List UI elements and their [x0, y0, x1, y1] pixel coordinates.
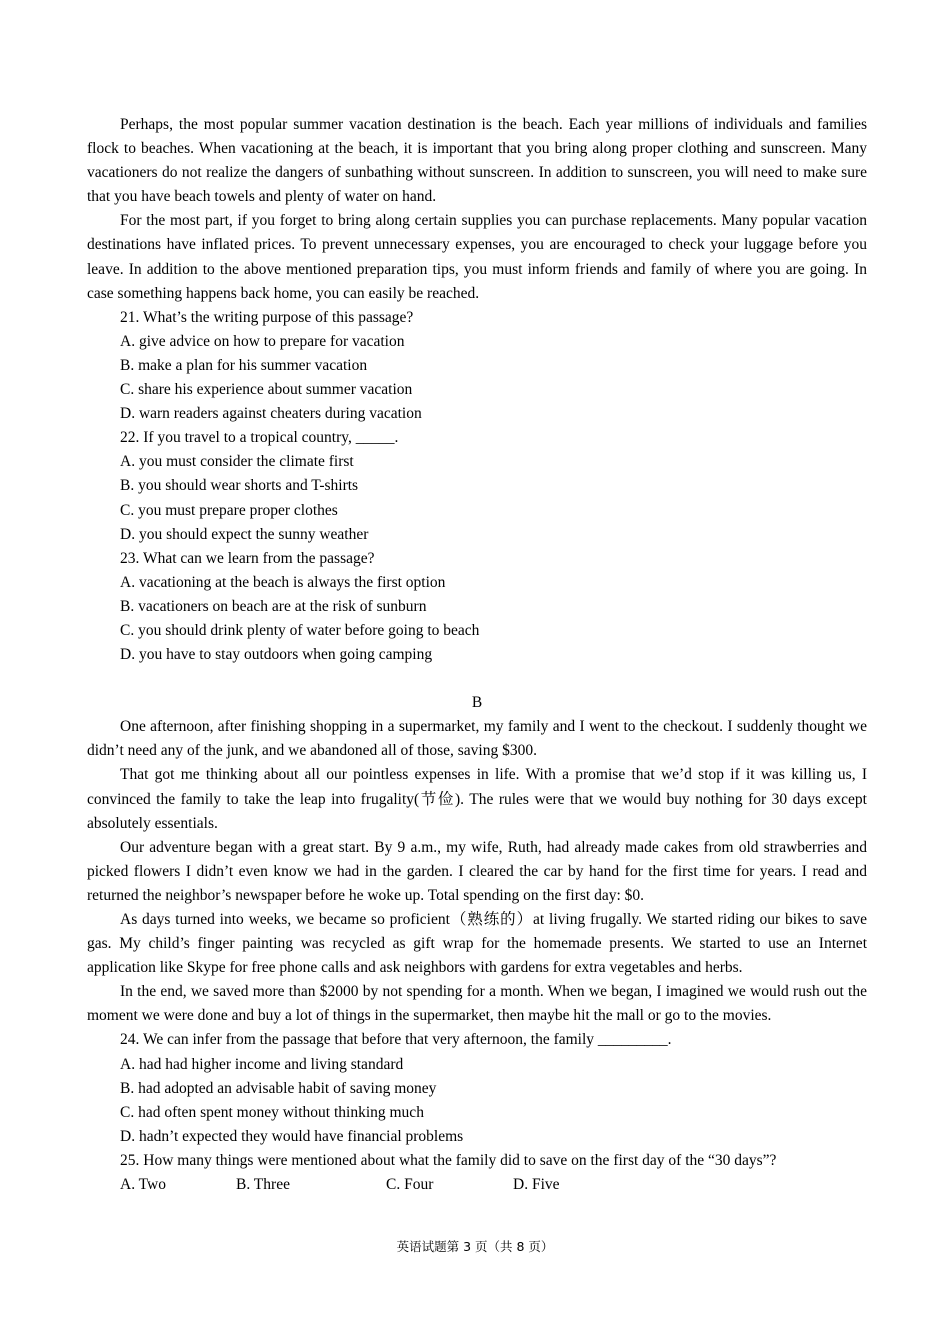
- question-21-stem: 21. What’s the writing purpose of this passage?: [120, 308, 414, 326]
- question-25-stem: 25. How many things were mentioned about what the family did to save on the first day of the “30 days”?: [120, 1151, 777, 1169]
- passage-b-heading: B: [471, 694, 483, 712]
- question-22-stem: 22. If you travel to a tropical country, _____.: [120, 429, 399, 447]
- question-23-option-b: B. vacationers on beach are at the risk of sunburn: [120, 597, 427, 615]
- question-21-option-b: B. make a plan for his summer vacation: [120, 356, 368, 374]
- passage-a-paragraph-1: Perhaps, the most popular summer vacation destination is the beach. Each year millions of individuals and families flock to beaches. When vacationing at the beach, it is important that you bring along proper clothing and sunscreen. Many vacationers do not realize the dangers of sunbathing without sunscreen. In addition to sunscreen, you will need to make sure that you have beach towels and plenty of water on hand.: [87, 116, 867, 206]
- passage-b-paragraph-2: That got me thinking about all our pointless expenses in life. With a promise that we’d stop if it was killing us, I convinced the family to take the leap into frugality(节俭). The rules were that we would buy nothing for 30 days except absolutely essentials.: [87, 766, 867, 832]
- question-24-option-d: D. hadn’t expected they would have financial problems: [120, 1127, 464, 1145]
- question-23-option-a: A. vacationing at the beach is always the first option: [120, 573, 446, 591]
- passage-b-paragraph-1: One afternoon, after finishing shopping in a supermarket, my family and I went to the checkout. I suddenly thought we didn’t need any of the junk, and we abandoned all of those, saving $300.: [87, 718, 867, 760]
- question-23-option-d: D. you have to stay outdoors when going camping: [120, 646, 433, 664]
- question-23-option-c: C. you should drink plenty of water before going to beach: [120, 621, 480, 639]
- section-gap: [87, 667, 867, 691]
- question-22-option-d: D. you should expect the sunny weather: [120, 525, 369, 543]
- question-22-option-c: C. you must prepare proper clothes: [120, 501, 338, 519]
- question-23-stem: 23. What can we learn from the passage?: [120, 549, 375, 567]
- question-24-option-b: B. had adopted an advisable habit of saving money: [120, 1079, 437, 1097]
- passage-a-paragraph-2: For the most part, if you forget to bring along certain supplies you can purchase replacements. Many popular vacation destinations have inflated prices. To prevent unnecessary expenses, you are encouraged to check your luggage before you leave. In addition to the above mentioned preparation tips, you must inform friends and family of where you are going. In case something happens back home, you can easily be reached.: [87, 212, 867, 302]
- question-25-option-b: B. Three: [236, 1176, 290, 1194]
- exam-page: [87, 113, 867, 1197]
- question-22-option-a: A. you must consider the climate first: [120, 453, 354, 471]
- question-25-option-a: A. Two: [120, 1176, 166, 1194]
- page-footer: 英语试题第 3 页（共 8 页）: [396, 1239, 554, 1254]
- question-21-option-d: D. warn readers against cheaters during vacation: [120, 405, 422, 423]
- passage-b-paragraph-3: Our adventure began with a great start. By 9 a.m., my wife, Ruth, had already made cakes from old strawberries and picked flowers I didn’t even know we had in the garden. I cleared the car by hand for the first time for years. I read and returned the neighbor’s newspaper before he woke up. Total spending on the first day: $0.: [87, 838, 867, 904]
- passage-b-paragraph-5: In the end, we saved more than $2000 by not spending for a month. When we began, I imagined we would rush out the moment we were done and buy a lot of things in the supermarket, then maybe hit the mall or go to the movies.: [87, 983, 867, 1025]
- question-21-option-c: C. share his experience about summer vacation: [120, 381, 413, 399]
- question-25-option-d: D. Five: [513, 1176, 560, 1194]
- question-21-option-a: A. give advice on how to prepare for vacation: [120, 332, 405, 350]
- question-24-option-c: C. had often spent money without thinking much: [120, 1103, 424, 1121]
- question-24-stem: 24. We can infer from the passage that before that very afternoon, the family _________.: [120, 1031, 672, 1049]
- question-25-option-c: C. Four: [386, 1176, 434, 1194]
- passage-b-paragraph-4: As days turned into weeks, we became so proficient（熟练的）at living frugally. We started riding our bikes to save gas. My child’s finger painting was recycled as gift wrap for the homemade presents. We started to use an Internet application like Skype for free phone calls and ask neighbors with gardens for extra vegetables and herbs.: [87, 911, 867, 977]
- question-24-option-a: A. had had higher income and living standard: [120, 1055, 404, 1073]
- question-22-option-b: B. you should wear shorts and T-shirts: [120, 477, 359, 495]
- question-25-options: [87, 1173, 867, 1197]
